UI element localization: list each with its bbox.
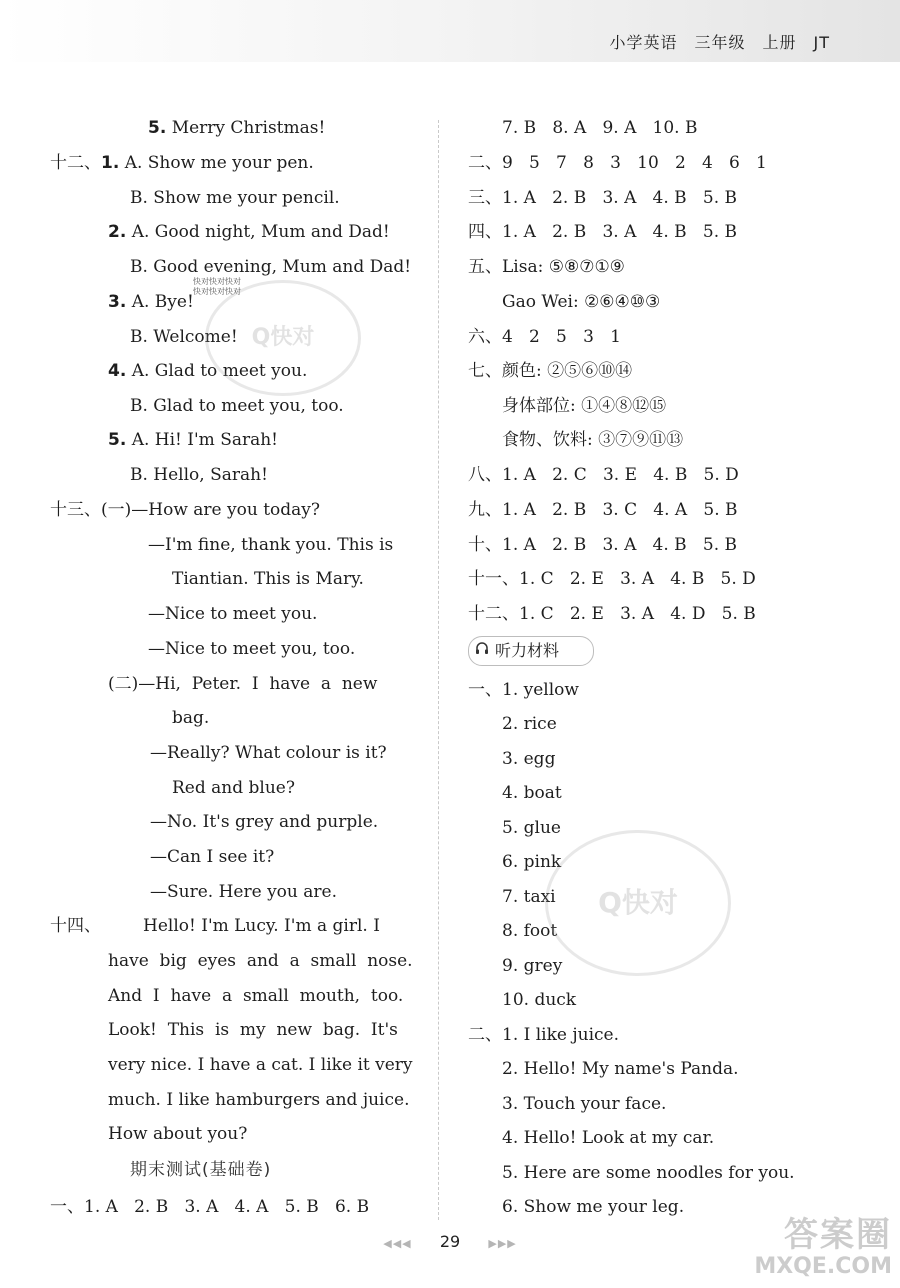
headphones-icon [469, 637, 495, 665]
answer-line: Red and blue? [172, 778, 295, 798]
answer-line: 食物、饮料: ③⑦⑨⑪⑬ [502, 430, 684, 450]
prev-page-arrows: ◀◀◀ [383, 1237, 412, 1250]
answer-line: 8. foot [502, 921, 558, 941]
answer-line: 十三、(一)—How are you today? [50, 500, 320, 520]
answer-line: 身体部位: ①④⑧⑫⑮ [502, 396, 667, 416]
answer-line: 三、1. A 2. B 3. A 4. B 5. B [468, 188, 737, 208]
answer-line: 9. grey [502, 956, 563, 976]
answer-line: 二、9 5 7 8 3 10 2 4 6 1 [468, 153, 767, 173]
page-number: 29 [439, 1232, 461, 1251]
answer-line: 一、1. A 2. B 3. A 4. A 5. B 6. B [50, 1197, 370, 1217]
answer-line: 5. A. Hi! I'm Sarah! [108, 430, 279, 450]
answer-line: 6. Show me your leg. [502, 1197, 685, 1217]
answer-line: 3. A. Bye! [108, 292, 194, 312]
answer-line: 四、1. A 2. B 3. A 4. B 5. B [468, 222, 737, 242]
listening-material-tag [468, 636, 594, 666]
answer-line: 4. A. Glad to meet you. [108, 361, 308, 381]
answer-line: —No. It's grey and purple. [150, 812, 379, 832]
answer-line: 2. Hello! My name's Panda. [502, 1059, 739, 1079]
answer-line: —Really? What colour is it? [150, 743, 387, 763]
answer-line: 2. A. Good night, Mum and Dad! [108, 222, 390, 242]
answer-line: How about you? [108, 1124, 248, 1144]
answer-line: 二、1. I like juice. [468, 1025, 620, 1045]
answer-line: 10. duck [502, 990, 577, 1010]
answer-line: 十二、1. C 2. E 3. A 4. D 5. B [468, 604, 756, 624]
answer-line: —Can I see it? [150, 847, 275, 867]
answer-line: 九、1. A 2. B 3. C 4. A 5. B [468, 500, 738, 520]
answer-line: bag. [172, 708, 210, 728]
answer-line: 5. glue [502, 818, 561, 838]
answer-line: 五、Lisa: ⑤⑧⑦①⑨ [468, 257, 625, 277]
answer-line: (二)—Hi, Peter. I have a new [108, 674, 378, 694]
answer-line: 十一、1. C 2. E 3. A 4. B 5. D [468, 569, 756, 589]
answer-line: 7. B 8. A 9. A 10. B [502, 118, 698, 138]
answer-line: —Sure. Here you are. [150, 882, 337, 902]
answer-line: 六、4 2 5 3 1 [468, 327, 621, 347]
listening-material-label: 听力材料 [495, 641, 560, 660]
answer-line: very nice. I have a cat. I like it very [108, 1055, 413, 1075]
answer-line: —Nice to meet you, too. [148, 639, 356, 659]
answer-line: much. I like hamburgers and juice. [108, 1090, 410, 1110]
answer-line: B. Glad to meet you, too. [130, 396, 344, 416]
answer-line: 5. Merry Christmas! [148, 118, 326, 138]
answer-line: —Nice to meet you. [148, 604, 318, 624]
answer-line: B. Hello, Sarah! [130, 465, 268, 485]
answer-line: Tiantian. This is Mary. [172, 569, 364, 589]
answer-line: B. Welcome! [130, 327, 238, 347]
answer-line: B. Good evening, Mum and Dad! [130, 257, 412, 277]
answer-line: 十二、1. A. Show me your pen. [50, 153, 314, 173]
answer-line: 2. rice [502, 714, 557, 734]
column-divider [438, 120, 439, 1220]
watermark-stamp: Q快对 [545, 830, 731, 976]
next-page-arrows: ▶▶▶ [488, 1237, 517, 1250]
answer-line: 七、颜色: ②⑤⑥⑩⑭ [468, 361, 633, 381]
watermark-mini-text: 快对快对快对 快对快对快对 [193, 277, 241, 296]
answer-line: Gao Wei: ②⑥④⑩③ [502, 292, 661, 312]
section-title: 期末测试(基础卷) [130, 1160, 272, 1180]
answer-line: 十、1. A 2. B 3. A 4. B 5. B [468, 535, 737, 555]
answer-line: 一、1. yellow [468, 680, 579, 700]
answer-line: 5. Here are some noodles for you. [502, 1163, 795, 1183]
answer-line: have big eyes and a small nose. [108, 951, 413, 971]
answer-line: 6. pink [502, 852, 562, 872]
answer-line: Look! This is my new bag. It's [108, 1020, 398, 1040]
answer-line: 十四、 Hello! I'm Lucy. I'm a girl. I [50, 916, 380, 936]
answer-line: —I'm fine, thank you. This is [148, 535, 394, 555]
answer-line: 3. egg [502, 749, 556, 769]
answer-line: And I have a small mouth, too. [108, 986, 404, 1006]
watermark-stamp: Q快对 [205, 280, 361, 396]
answer-line: 4. boat [502, 783, 562, 803]
corner-watermark-logo: 答案圈 MXQE.COM [754, 1215, 892, 1279]
answer-line: 7. taxi [502, 887, 556, 907]
answer-line: 八、1. A 2. C 3. E 4. B 5. D [468, 465, 739, 485]
answer-line: 3. Touch your face. [502, 1094, 667, 1114]
answer-line: B. Show me your pencil. [130, 188, 340, 208]
answer-line: 4. Hello! Look at my car. [502, 1128, 715, 1148]
page-header-title: 小学英语 三年级 上册 JT [609, 33, 830, 52]
